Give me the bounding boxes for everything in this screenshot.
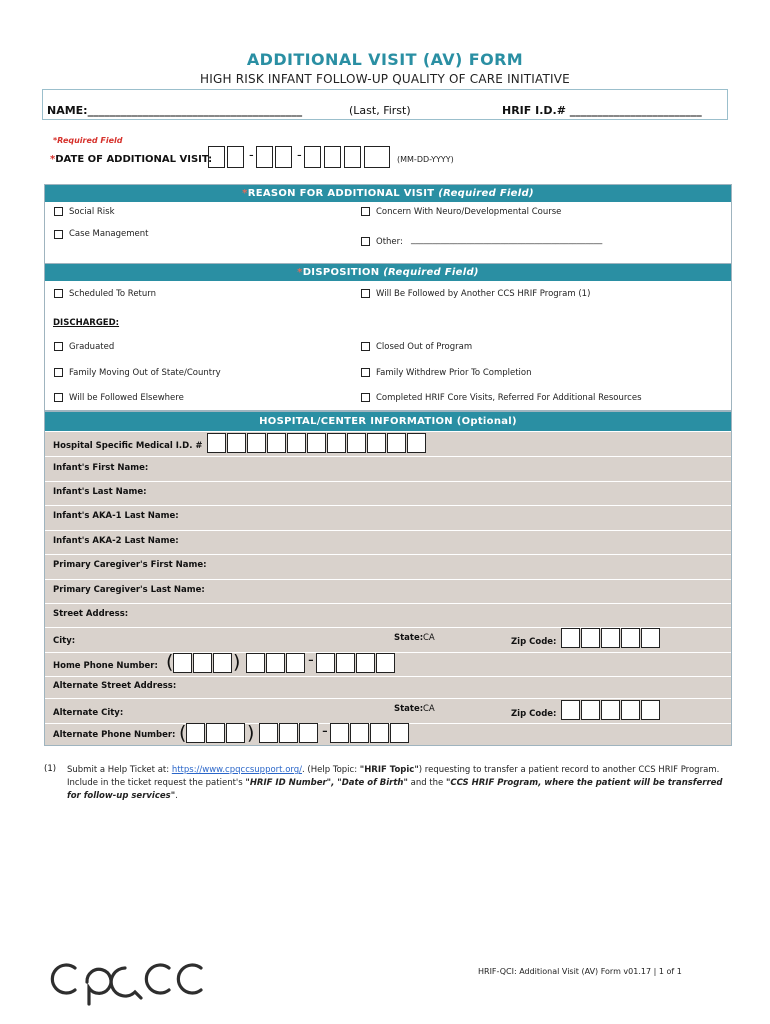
date-box[interactable]	[227, 146, 244, 168]
completed-label: Completed HRIF Core Visits, Referred For Additional Resources	[376, 393, 642, 403]
case-management-checkbox[interactable]	[54, 230, 63, 239]
hospital-header: HOSPITAL/CENTER INFORMATION (Optional)	[45, 412, 731, 431]
another-program-checkbox[interactable]	[361, 289, 370, 298]
alt-area-code-box[interactable]	[186, 723, 205, 743]
form-subtitle: HIGH RISK INFANT FOLLOW-UP QUALITY OF CARE INITIATIVE	[200, 72, 570, 86]
alt-phone-box[interactable]	[299, 723, 318, 743]
scheduled-label: Scheduled To Return	[69, 289, 157, 299]
home-phone-row	[45, 652, 731, 676]
elsewhere-label: Will be Followed Elsewhere	[69, 393, 184, 403]
zip-box[interactable]	[581, 628, 600, 648]
city-row	[45, 627, 731, 652]
home-phone-label: Home Phone Number:	[53, 661, 158, 671]
other-checkbox[interactable]	[361, 237, 370, 246]
reason-header: *REASON FOR ADDITIONAL VISIT (Required Field)	[45, 185, 731, 202]
medical-id-box[interactable]	[387, 433, 406, 453]
alt-phone-row	[45, 723, 731, 746]
infant-first-name-label: Infant's First Name:	[53, 463, 149, 473]
moving-checkbox[interactable]	[54, 368, 63, 377]
city-label: City:	[53, 636, 76, 646]
paren-open: (	[179, 722, 187, 744]
alt-phone-box[interactable]	[259, 723, 278, 743]
medical-id-box[interactable]	[267, 433, 286, 453]
closed-checkbox[interactable]	[361, 342, 370, 351]
scheduled-checkbox[interactable]	[54, 289, 63, 298]
caregiver-last-row[interactable]	[45, 579, 731, 603]
infant-last-name-label: Infant's Last Name:	[53, 487, 147, 497]
neuro-label: Concern With Neuro/Developmental Course	[376, 207, 562, 217]
phone-box[interactable]	[316, 653, 335, 673]
state-label: State:	[394, 633, 424, 643]
name-hint: (Last, First)	[349, 104, 411, 117]
hrif-id-field[interactable]: HRIF I.D.# ________________________	[502, 104, 702, 117]
phone-dash: -	[308, 650, 314, 669]
paren-close: )	[233, 651, 241, 673]
zip-box[interactable]	[621, 628, 640, 648]
infant-aka1-label: Infant's AKA-1 Last Name:	[53, 511, 179, 521]
medical-id-row	[45, 431, 731, 456]
date-separator: -	[249, 148, 254, 163]
date-box[interactable]	[208, 146, 225, 168]
phone-box[interactable]	[286, 653, 305, 673]
hospital-section	[44, 411, 732, 746]
alt-zip-box[interactable]	[581, 700, 600, 720]
name-box	[42, 89, 728, 120]
alt-zip-box[interactable]	[561, 700, 580, 720]
neuro-checkbox[interactable]	[361, 207, 370, 216]
date-box[interactable]	[324, 146, 341, 168]
disposition-section	[44, 264, 732, 411]
state-value: CA	[423, 633, 435, 643]
medical-id-box[interactable]	[287, 433, 306, 453]
zip-box[interactable]	[561, 628, 580, 648]
medical-id-box[interactable]	[347, 433, 366, 453]
alt-city-label: Alternate City:	[53, 708, 124, 718]
document-footer: HRIF-QCI: Additional Visit (AV) Form v01.17 | 1 of 1	[478, 967, 682, 976]
alt-state-value: CA	[423, 704, 435, 714]
alt-state-label: State:	[394, 704, 424, 714]
graduated-label: Graduated	[69, 342, 115, 352]
infant-aka1-row[interactable]	[45, 505, 731, 530]
alt-phone-label: Alternate Phone Number:	[53, 730, 176, 740]
paren-close: )	[247, 722, 255, 744]
withdrew-checkbox[interactable]	[361, 368, 370, 377]
medical-id-box[interactable]	[367, 433, 386, 453]
infant-last-name-row[interactable]	[45, 481, 731, 505]
alt-area-code-box[interactable]	[206, 723, 225, 743]
alt-street-row[interactable]	[45, 676, 731, 698]
zip-box[interactable]	[641, 628, 660, 648]
caregiver-first-label: Primary Caregiver's First Name:	[53, 560, 207, 570]
medical-id-box[interactable]	[307, 433, 326, 453]
case-management-label: Case Management	[69, 229, 149, 239]
caregiver-last-label: Primary Caregiver's Last Name:	[53, 585, 205, 595]
another-program-label: Will Be Followed by Another CCS HRIF Program (1)	[376, 289, 591, 299]
withdrew-label: Family Withdrew Prior To Completion	[376, 368, 532, 378]
phone-box[interactable]	[336, 653, 355, 673]
social-risk-label: Social Risk	[69, 207, 115, 217]
alt-zip-box[interactable]	[621, 700, 640, 720]
alt-zip-label: Zip Code:	[511, 709, 557, 719]
phone-box[interactable]	[246, 653, 265, 673]
date-box[interactable]	[304, 146, 321, 168]
phone-dash: -	[322, 721, 328, 740]
infant-first-name-row[interactable]	[45, 456, 731, 481]
completed-checkbox[interactable]	[361, 393, 370, 402]
help-ticket-link[interactable]: https://www.cpqccsupport.org/	[171, 765, 303, 775]
form-title: ADDITIONAL VISIT (AV) FORM	[246, 50, 524, 69]
phone-box[interactable]	[356, 653, 375, 673]
alt-phone-box[interactable]	[279, 723, 298, 743]
alt-phone-box[interactable]	[370, 723, 389, 743]
alt-city-row	[45, 698, 731, 723]
medical-id-box[interactable]	[407, 433, 426, 453]
reason-section	[44, 184, 732, 264]
area-code-box[interactable]	[213, 653, 232, 673]
footnote-number: (1)	[44, 764, 57, 774]
alt-street-label: Alternate Street Address:	[53, 681, 177, 691]
date-format: (MM-DD-YYYY)	[397, 155, 454, 164]
alt-area-code-box[interactable]	[226, 723, 245, 743]
caregiver-first-row[interactable]	[45, 554, 731, 579]
other-label: Other:	[376, 237, 403, 247]
footnote-text: Submit a Help Ticket at: https://www.cpqccsupport.org/. (Help Topic: "HRIF Topic") requesting to transfer a patient record to another CCS HRIF Program. Include in the ticket request the patient's "HRIF ID Number", "Date of Birth" and the "CCS HRIF Program, where the patient will be transferred for follow-up services".	[67, 765, 723, 801]
medical-id-label: Hospital Specific Medical I.D. #	[53, 441, 203, 451]
area-code-box[interactable]	[193, 653, 212, 673]
zip-label: Zip Code:	[511, 637, 557, 647]
alt-zip-box[interactable]	[641, 700, 660, 720]
date-box[interactable]	[364, 146, 390, 168]
phone-box[interactable]	[376, 653, 395, 673]
medical-id-box[interactable]	[327, 433, 346, 453]
date-box[interactable]	[275, 146, 292, 168]
infant-aka2-label: Infant's AKA-2 Last Name:	[53, 536, 179, 546]
zip-box[interactable]	[601, 628, 620, 648]
cpqcc-logo	[49, 958, 204, 1010]
infant-aka2-row[interactable]	[45, 530, 731, 554]
name-field[interactable]: NAME:_______________________________________	[47, 104, 303, 117]
street-row[interactable]	[45, 603, 731, 627]
graduated-checkbox[interactable]	[54, 342, 63, 351]
closed-label: Closed Out of Program	[376, 342, 473, 352]
date-box[interactable]	[256, 146, 273, 168]
elsewhere-checkbox[interactable]	[54, 393, 63, 402]
discharged-heading: DISCHARGED:	[53, 318, 120, 328]
date-box[interactable]	[344, 146, 361, 168]
required-note: *Required Field	[53, 136, 123, 145]
date-label: *DATE OF ADDITIONAL VISIT:	[50, 154, 213, 165]
social-risk-checkbox[interactable]	[54, 207, 63, 216]
phone-box[interactable]	[266, 653, 285, 673]
date-separator: -	[297, 148, 302, 163]
alt-phone-box[interactable]	[350, 723, 369, 743]
disposition-header: *DISPOSITION (Required Field)	[45, 264, 731, 281]
medical-id-box[interactable]	[207, 433, 226, 453]
alt-phone-box[interactable]	[330, 723, 349, 743]
paren-open: (	[166, 651, 174, 673]
medical-id-box[interactable]	[247, 433, 266, 453]
other-field[interactable]: _____________________________________________	[411, 235, 603, 245]
street-label: Street Address:	[53, 609, 129, 619]
moving-label: Family Moving Out of State/Country	[69, 368, 221, 378]
area-code-box[interactable]	[173, 653, 192, 673]
alt-zip-box[interactable]	[601, 700, 620, 720]
alt-phone-box[interactable]	[390, 723, 409, 743]
medical-id-box[interactable]	[227, 433, 246, 453]
